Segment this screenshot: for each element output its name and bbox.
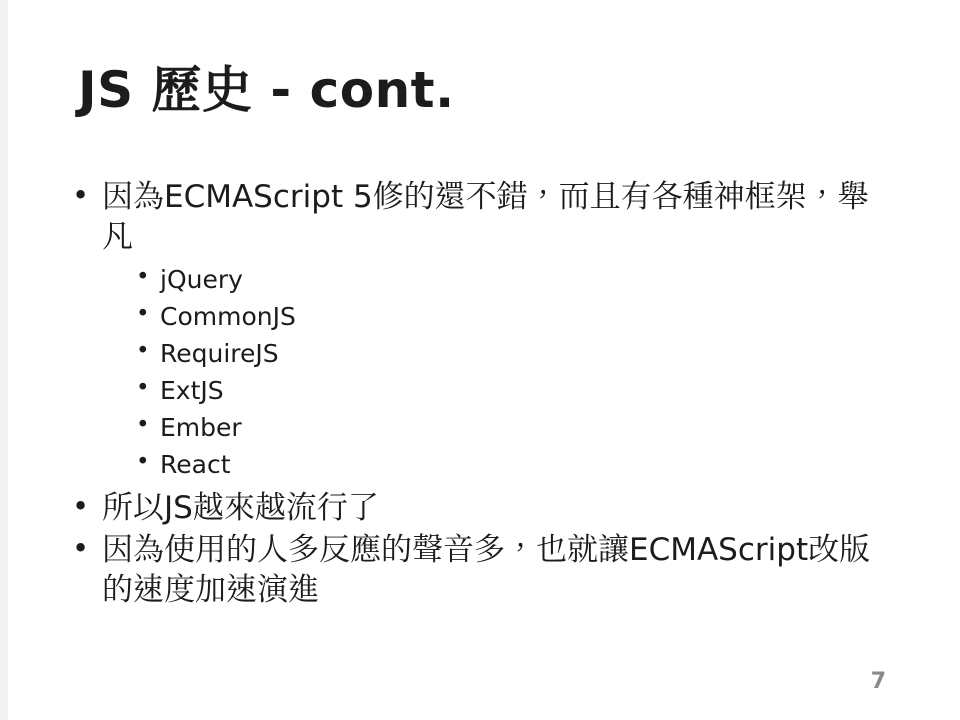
page-title: JS 歷史 - cont.	[78, 61, 455, 119]
slide-content	[66, 178, 906, 612]
list-item	[66, 178, 906, 483]
bullet-text: ExtJS	[160, 376, 224, 406]
list-item	[132, 372, 906, 409]
list-item	[66, 489, 906, 529]
list-item	[132, 261, 906, 298]
page-number: 7	[870, 669, 886, 694]
bullet-list-level1	[66, 178, 906, 610]
bullet-text: RequireJS	[160, 339, 279, 369]
list-item	[66, 531, 906, 610]
list-item	[132, 298, 906, 335]
bullet-text: • 因為ECMAScript 5修的還不錯，而且有各種神框架，舉凡	[102, 179, 869, 255]
bullet-list-level2	[102, 261, 906, 483]
bullet-text: jQuery	[160, 265, 243, 295]
bullet-text: • 所以JS越來越流行了	[102, 490, 379, 527]
bullet-text: React	[160, 450, 231, 480]
slide-left-accent-bar	[0, 0, 8, 720]
bullet-text: Ember	[160, 413, 242, 443]
list-item	[132, 335, 906, 372]
list-item	[132, 409, 906, 446]
list-item	[132, 446, 906, 483]
bullet-text: CommonJS	[160, 302, 296, 332]
bullet-text: • 因為使用的人多反應的聲音多，也就讓ECMAScript改版的速度加速演進	[102, 532, 871, 608]
